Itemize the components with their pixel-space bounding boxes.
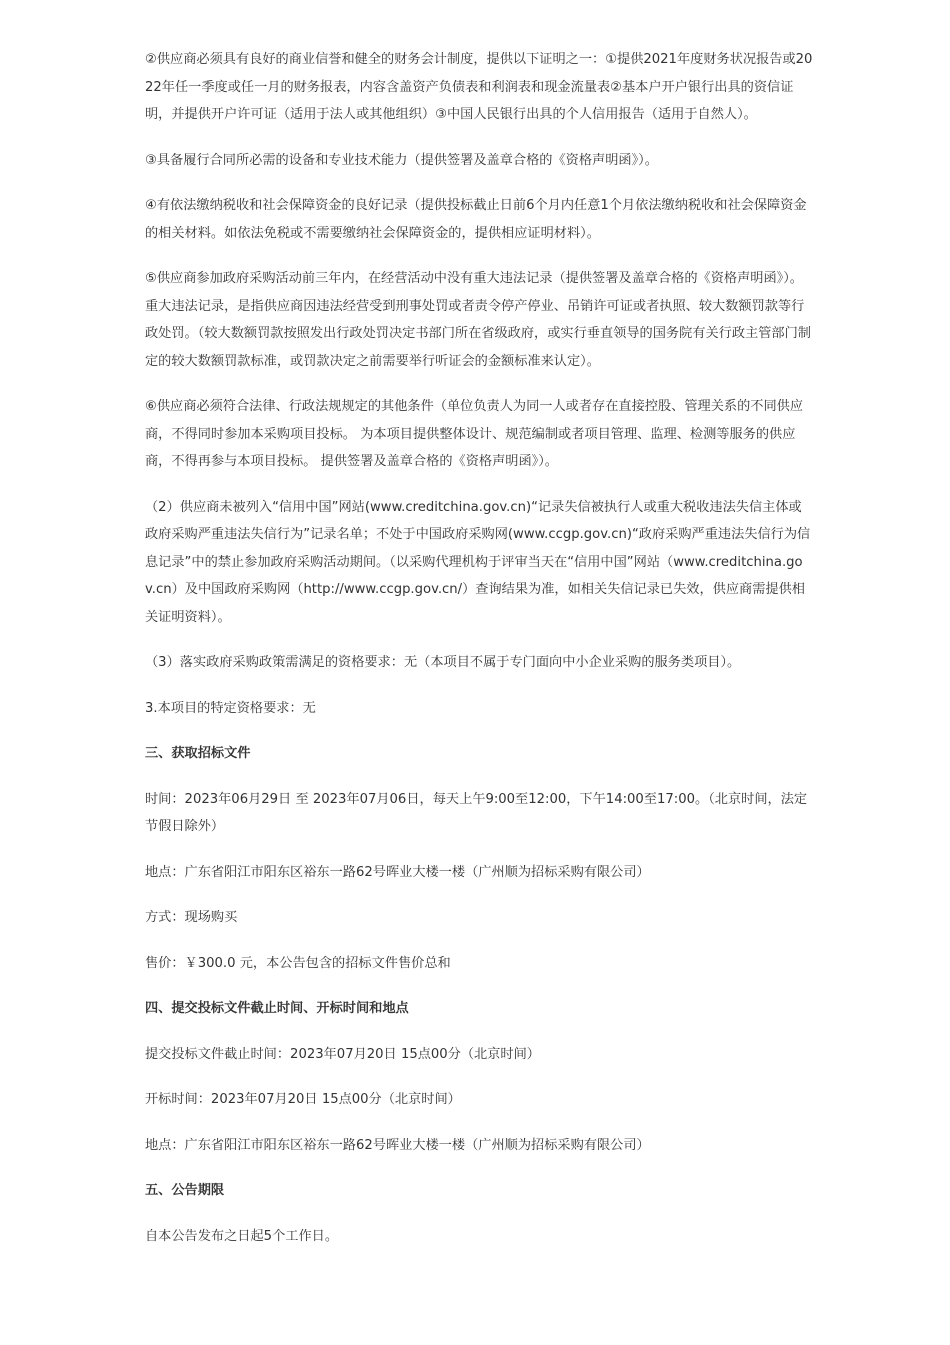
paragraph-submission-deadline: 提交投标文件截止时间：2023年07月20日 15点00分（北京时间） — [145, 1046, 540, 1062]
section-heading-notice-period: 五、公告期限 — [145, 1183, 225, 1198]
paragraph-supplier-financial: ②供应商必须具有良好的商业信誉和健全的财务会计制度，提供以下证明之一：①提供2021年度财务状况报告或2022年任一季度或任一月的财务报表，内容含盖资产负债表和利润表和现金流量表②基本户开户银行出具的资信证明，并提供开户许可证（适用于法人或其他组织）③中国人民银行出具的个人信用报告（适用于自然人）。 — [145, 52, 813, 122]
document-body — [145, 46, 813, 1268]
paragraph-obtain-location: 地点：广东省阳江市阳东区裕东一路62号晖业大楼一楼（广州顺为招标采购有限公司） — [145, 864, 650, 880]
paragraph-opening-time: 开标时间：2023年07月20日 15点00分（北京时间） — [145, 1092, 461, 1107]
paragraph-obtain-price: 售价：￥300.0 元，本公告包含的招标文件售价总和 — [145, 955, 451, 971]
section-heading-obtain-documents: 三、获取招标文件 — [145, 746, 251, 761]
paragraph-obtain-time: 时间：2023年06月29日 至 2023年07月06日，每天上午9:00至12:00，下午14:00至17:00。（北京时间，法定节假日除外） — [145, 791, 808, 834]
paragraph-obtain-method: 方式：现场购买 — [145, 910, 238, 925]
paragraph-supplier-tax-records: ④有依法缴纳税收和社会保障资金的良好记录（提供投标截止日前6个月内任意1个月依法缴纳税收和社会保障资金的相关材料。如依法免税或不需要缴纳社会保障资金的，提供相应证明材料）。 — [145, 198, 807, 241]
paragraph-specific-requirements: 3.本项目的特定资格要求：无 — [145, 700, 316, 716]
paragraph-opening-location: 地点：广东省阳江市阳东区裕东一路62号晖业大楼一楼（广州顺为招标采购有限公司） — [145, 1137, 650, 1153]
paragraph-notice-period: 自本公告发布之日起5个工作日。 — [145, 1228, 339, 1244]
section-heading-submission: 四、提交投标文件截止时间、开标时间和地点 — [145, 1001, 409, 1016]
paragraph-supplier-other-conditions: ⑥供应商必须符合法律、行政法规规定的其他条件（单位负责人为同一人或者存在直接控股、管理关系的不同供应商，不得同时参加本采购项目投标。 为本项目提供整体设计、规范编制或者项目管理、监理、检测等服务的供应商，不得再参与本项目投标。 提供签署及盖章合格的《资格声明函》）。 — [145, 399, 804, 469]
paragraph-supplier-equipment: ③具备履行合同所必需的设备和专业技术能力（提供签署及盖章合格的《资格声明函》）。 — [145, 152, 658, 168]
paragraph-credit-china: （2）供应商未被列入“信用中国”网站(www.creditchina.gov.cn)“记录失信被执行人或重大税收违法失信主体或政府采购严重违法失信行为”记录名单；不处于中国政府采购网(www.ccgp.gov.cn)“政府采购严重违法失信行为信息记录”中的禁止参加政府采购活动期间。（以采购代理机构于评审当天在“信用中国”网站（www.creditchina.gov.cn）及中国政府采购网（http://www.ccgp.gov.cn/）查询结果为准，如相关失信记录已失效，供应商需提供相关证明资料）。 — [145, 499, 811, 625]
paragraph-policy-requirements: （3）落实政府采购政策需满足的资格要求：无（本项目不属于专门面向中小企业采购的服务类项目）。 — [145, 655, 741, 670]
paragraph-supplier-no-violations: ⑤供应商参加政府采购活动前三年内，在经营活动中没有重大违法记录（提供签署及盖章合格的《资格声明函》）。重大违法记录，是指供应商因违法经营受到刑事处罚或者责令停产停业、吊销许可证或者执照、较大数额罚款等行政处罚。（较大数额罚款按照发出行政处罚决定书部门所在省级政府，或实行垂直领导的国务院有关行政主管部门制定的较大数额罚款标准，或罚款决定之前需要举行听证会的金额标准来认定）。 — [145, 271, 811, 369]
